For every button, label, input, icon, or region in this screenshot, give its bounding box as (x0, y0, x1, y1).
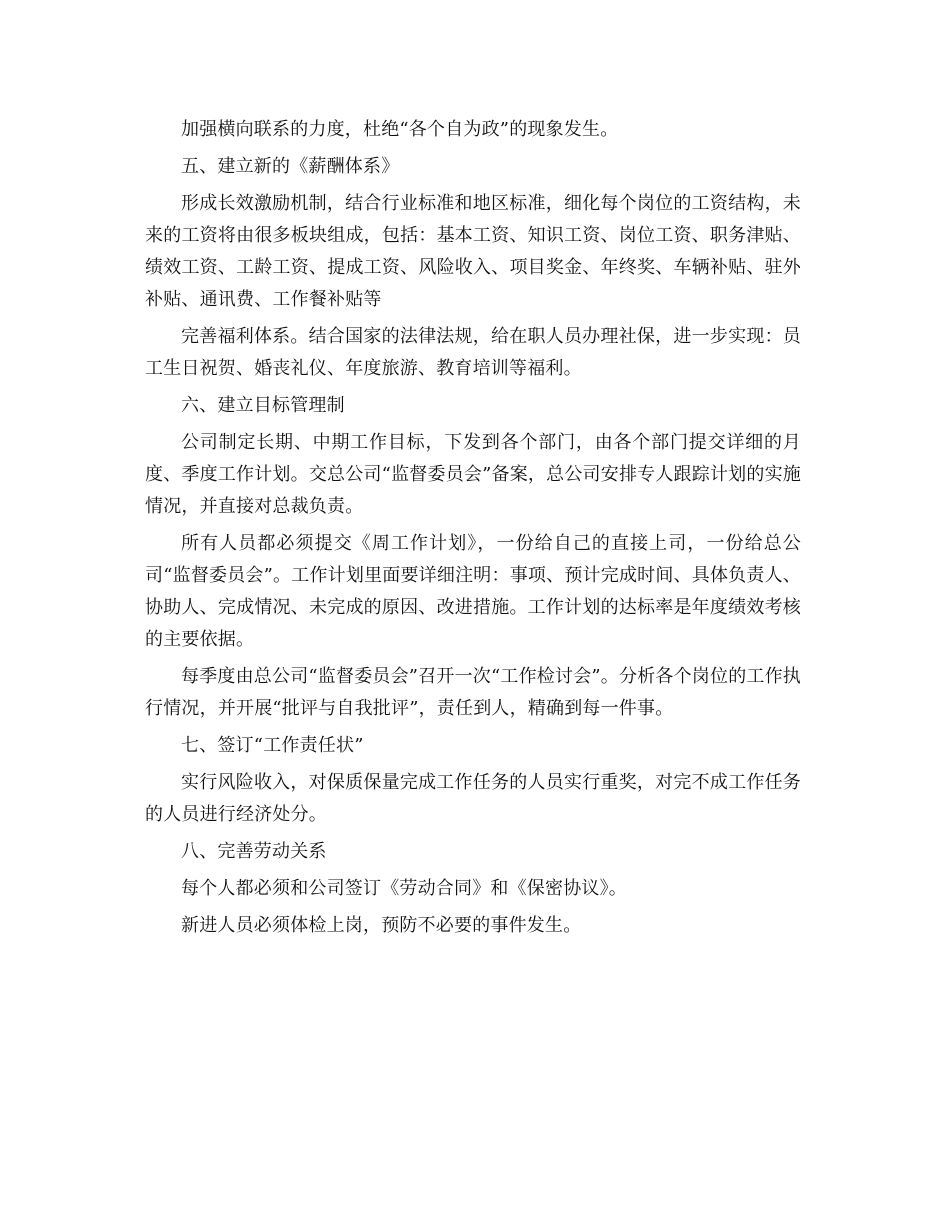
paragraph-work-targets: 公司制定长期、中期工作目标，下发到各个部门，由各个部门提交详细的月度、季度工作计划。交总公司“监督委员会”备案，总公司安排专人跟踪计划的实施情况，并直接对总裁负责。 (145, 432, 801, 517)
heading-responsibility-letter: 七、签订“工作责任状” (181, 735, 364, 756)
heading-salary-system: 五、建立新的《薪酬体系》 (181, 156, 400, 177)
paragraph-contracts: 每个人都必须和公司签订《劳动合同》和《保密协议》。 (181, 878, 627, 899)
paragraph-weekly-plan: 所有人员都必须提交《周工作计划》，一份给自己的直接上司，一份给总公司“监督委员会”。工作计划里面要详细注明：事项、预计完成时间、具体负责人、协助人、完成情况、未完成的原因、改进措施。工作计划的达标率是年度绩效考核的主要依据。 (145, 533, 801, 650)
paragraph-quarterly-review: 每季度由总公司“监督委员会”召开一次“工作检讨会”。分析各个岗位的工作执行情况，并开展“批评与自我批评”，责任到人，精确到每一件事。 (145, 666, 802, 719)
paragraph-salary-structure: 形成长效激励机制，结合行业标准和地区标准，细化每个岗位的工资结构，未来的工资将由很多板块组成，包括：基本工资、知识工资、岗位工资、职务津贴、绩效工资、工龄工资、提成工资、风险收入、项目奖金、年终奖、车辆补贴、驻外补贴、通讯费、工作餐补贴等 (145, 193, 801, 310)
paragraph-horizontal-liaison: 加强横向联系的力度，杜绝“各个自为政”的现象发生。 (181, 119, 619, 140)
document-body (145, 114, 801, 947)
paragraph-risk-income: 实行风险收入，对保质保量完成工作任务的人员实行重奖，对完不成工作任务的人员进行经济处分。 (145, 772, 801, 825)
paragraph-health-check: 新进人员必须体检上岗，预防不必要的事件发生。 (181, 915, 582, 936)
paragraph-welfare-system: 完善福利体系。结合国家的法律法规，给在职人员办理社保，进一步实现：员工生日祝贺、婚丧礼仪、年度旅游、教育培训等福利。 (145, 326, 801, 379)
heading-labor-relations: 八、完善劳动关系 (181, 841, 327, 862)
heading-target-management: 六、建立目标管理制 (181, 395, 345, 416)
